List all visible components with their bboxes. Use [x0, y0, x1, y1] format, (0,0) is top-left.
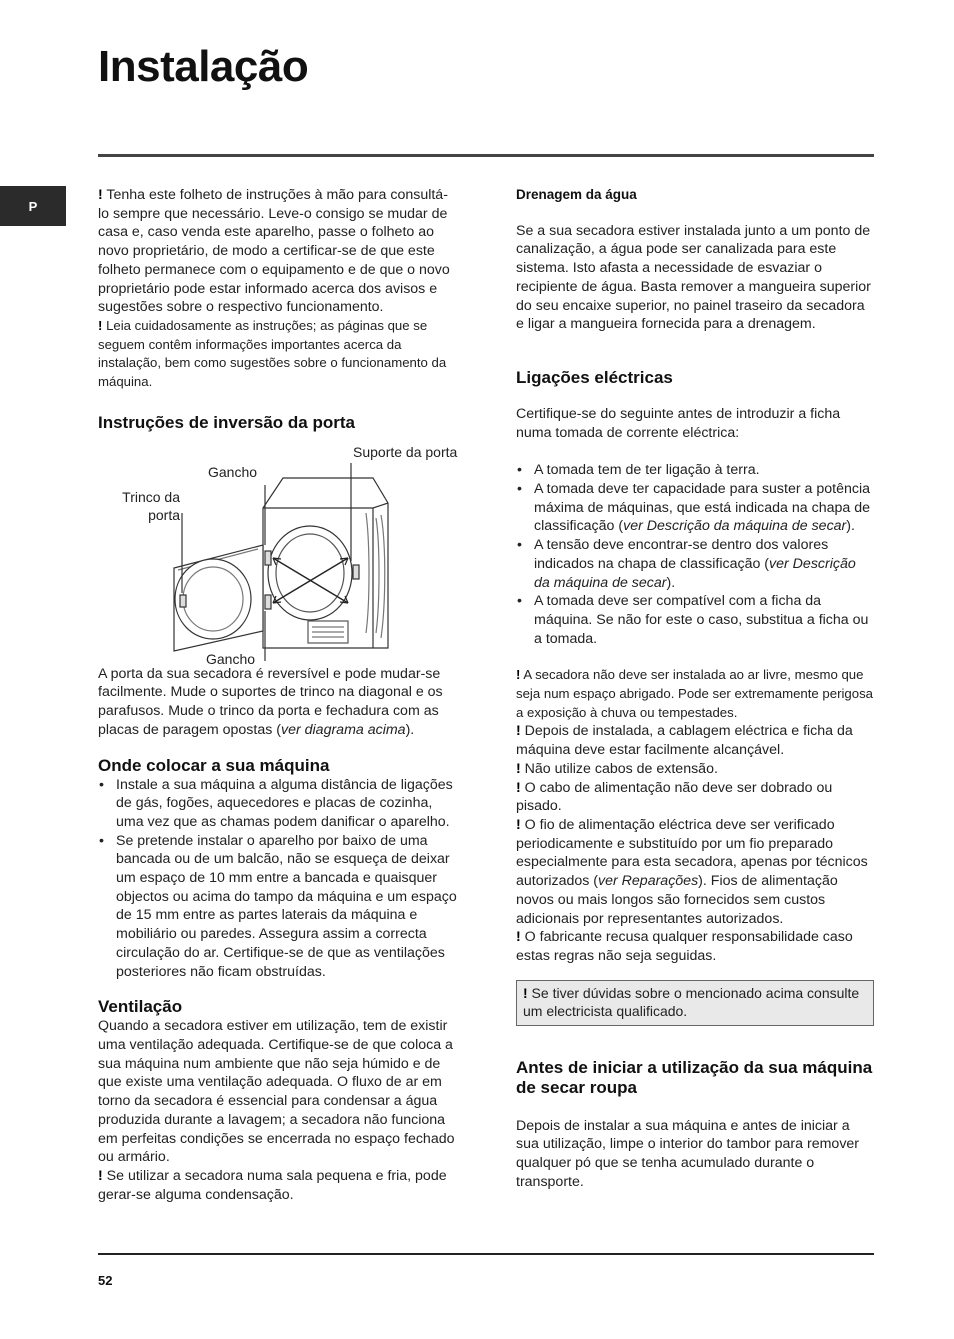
- warning-6: ! O fabricante recusa qualquer responsabilidade caso estas regras não seja seguidas.: [516, 929, 853, 964]
- warning-mark: !: [516, 929, 521, 946]
- page-title: Instalação: [98, 42, 309, 91]
- language-tab: P: [0, 186, 66, 226]
- list-item: • A tomada deve ser compatível com a ficha da máquina. Se não for este o caso, substitua a ficha ou a tomada.: [516, 592, 874, 648]
- label-gancho-bottom: Gancho: [206, 650, 256, 667]
- electrical-list: [516, 461, 874, 648]
- warning-mark: !: [516, 723, 521, 740]
- electrical-heading: Ligações eléctricas: [516, 367, 673, 387]
- warning-2: ! Depois de instalada, a cablagem eléctrica e ficha da máquina deve estar facilmente alcançável.: [516, 723, 853, 759]
- intro-paragraph-2: ! Leia cuidadosamente as instruções; as páginas que se seguem contêm informações importantes acerca da instalação, bem como sugestões sobre o funcionamento da máquina.: [98, 317, 447, 390]
- warning-mark: !: [516, 779, 521, 796]
- tumble-dryer-door-diagram-icon: [98, 433, 458, 665]
- right-column: [516, 186, 874, 1191]
- drainage-text: Se a sua secadora estiver instalada junto a um ponto de canalização, a água pode ser canalizada para este sistema. Isto afasta a necessidade de esvaziar o recipiente de água. Basta remover a mangueira superior do seu encaixe superior, no painel traseiro da secadora e ligar a mangueira fornecida para a drenagem.: [516, 222, 871, 333]
- warning-mark: !: [98, 187, 103, 203]
- list-item: • A tensão deve encontrar-se dentro dos valores indicados na chapa de classificação (ver Descrição da máquina de secar).: [516, 536, 874, 592]
- warning-3: ! Não utilize cabos de extensão.: [516, 760, 718, 777]
- door-reversal-diagram: [98, 433, 458, 665]
- ventilation-text: Quando a secadora estiver em utilização, tem de existir uma ventilação adequada. Certifique-se de que coloca a sua máquina num ambiente que não seja húmido e de que existe uma ventilação adequada. O fluxo de ar em torno da secadora é essencial para condensar a água produzida durante a lavagem; a secadora não funciona em perfeitas condições se encerrada no espaço fechado ou armário.: [98, 1018, 455, 1166]
- bottom-rule: [98, 1253, 874, 1255]
- label-trinco-da-porta: Trinco da porta: [122, 488, 180, 523]
- warning-mark: !: [98, 317, 103, 333]
- electrician-note-box: ! Se tiver dúvidas sobre o mencionado acima consulte um electricista qualificado.: [516, 980, 874, 1026]
- warning-5: ! O fio de alimentação eléctrica deve ser verificado periodicamente e substituído por um fio preparado especialmente para esta secadora, apenas por técnicos autorizados (ver Reparações). Fios de alimentação novos ou mais longos são fornecidos sem custos adicionais por representantes autorizados.: [516, 816, 868, 927]
- list-item: • Se pretende instalar o aparelho por baixo de uma bancada ou de um balcão, não se esqueça de deixar um espaço de 10 mm entre a bancada e quaisquer objectos ou acima do tampo da máquina e um espaço de 15 mm entre as partes laterais da máquina e mobiliário ou paredes. Assegura assim a correcta circulação do ar. Certifique-se de que as ventilações posteriores não ficam obstruídas.: [98, 832, 458, 982]
- warning-mark: !: [516, 667, 521, 683]
- intro-paragraph-1: ! Tenha este folheto de instruções à mão para consultá-lo sempre que necessário. Leve-o consigo se mudar de casa e, caso venda este aparelho, passe o folheto ao novo proprietário, de modo a certificar-se de que este folheto permanece com o equipamento e de que o novo proprietário pode estar informado acerca dos avisos e sugestões sobre o respectivo funcionamento.: [98, 187, 450, 316]
- page-number: 52: [98, 1273, 113, 1288]
- warning-mark: !: [516, 760, 521, 777]
- placement-heading: Onde colocar a sua máquina: [98, 755, 330, 775]
- top-rule: [98, 154, 874, 157]
- left-column: [98, 186, 458, 1204]
- ventilation-heading: Ventilação: [98, 997, 183, 1017]
- drainage-heading: Drenagem da água: [516, 187, 637, 202]
- list-item: • A tomada deve ter capacidade para suster a potência máxima de máquinas, que está indicada na chapa de classificação (ver Descrição da máquina de secar).: [516, 480, 874, 536]
- door-reversal-heading: Instruções de inversão da porta: [98, 412, 355, 432]
- door-reversal-text: A porta da sua secadora é reversível e pode mudar-se facilmente. Mude o suportes de trinco na diagonal e os parafusos. Mude o trinco da porta e fechadura com as placas de paragem opostas (ver diagrama acima).: [98, 665, 443, 738]
- ventilation-note: ! Se utilizar a secadora numa sala pequena e fria, pode gerar-se alguma condensação.: [98, 1167, 447, 1203]
- label-gancho-top: Gancho: [208, 463, 258, 480]
- label-suporte-da-porta: Suporte da porta: [353, 443, 458, 460]
- electrical-intro: Certifique-se do seguinte antes de introduzir a ficha numa tomada de corrente eléctrica:: [516, 405, 841, 441]
- before-use-heading: Antes de iniciar a utilização da sua máquina de secar roupa: [516, 1057, 873, 1097]
- warning-mark: !: [98, 1167, 103, 1184]
- placement-list: [98, 776, 458, 982]
- warning-mark: !: [523, 984, 528, 1001]
- warning-mark: !: [516, 816, 521, 833]
- list-item: • A tomada tem de ter ligação à terra.: [516, 461, 874, 480]
- list-item: • Instale a sua máquina a alguma distância de ligações de gás, fogões, aquecedores e placas de cozinha, uma vez que as chamas podem danificar o aparelho.: [98, 776, 458, 832]
- warning-4: ! O cabo de alimentação não deve ser dobrado ou pisado.: [516, 779, 833, 815]
- before-use-text: Depois de instalar a sua máquina e antes de iniciar a sua utilização, limpe o interior do tambor para remover qualquer pó que se tenha acumulado durante o transporte.: [516, 1117, 860, 1190]
- electrical-warnings: [516, 666, 874, 965]
- warning-1: ! A secadora não deve ser instalada ao ar livre, mesmo que seja num espaço abrigado. Pode ser extremamente perigosa a exposição à chuva ou tempestades.: [516, 667, 874, 720]
